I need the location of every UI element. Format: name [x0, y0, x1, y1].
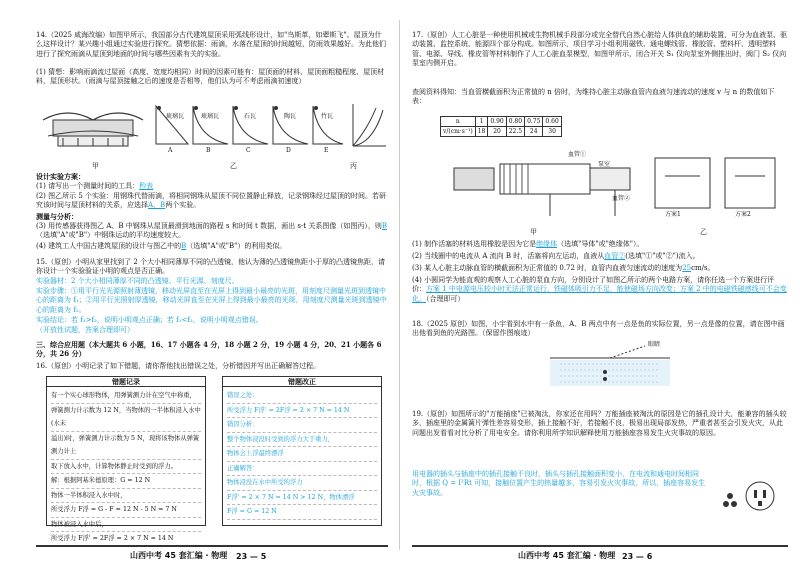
meas2: (4) 建筑工人中国古建筑屋顶的设计与图乙中的B（选填"A"或"B"）的利用类似。 — [36, 242, 287, 250]
footer-title-right: 山西中考 45 套汇编 · 物理 — [518, 551, 616, 560]
wrongList-line-1: 弹簧测力计示数为 12 N，当物体的一半体积浸入水中(水未 — [51, 404, 201, 432]
fixList-line-4: 物体会上浮最终漂浮 — [227, 447, 377, 462]
socket-svg — [718, 476, 778, 516]
tile-letter-d: D — [286, 147, 291, 154]
fixList-line-8: F浮 = G = 12 N — [227, 505, 377, 520]
meas1: (3) 用传感器获得图乙 A、B 中钢珠从屋顶最滑到地面的路程 s 和时间 t 数据，画出 s-t 关系图像（如图丙），则B（选填"A"或"B"）中钢珠运动的平均速度较大。 — [36, 222, 387, 240]
plan1: (1) 请写出一个测量时间的工具：秒表 — [36, 182, 154, 190]
q18-intro: 18.（2025 原创）如图，小宇看到水中有一条鱼，A、B 两点中有一点是鱼的实际位置，另一点是像的位置，请在图中画出他看到鱼的光路图。（保留作图痕迹） — [412, 320, 785, 338]
plan1-answer: 秒表 — [139, 182, 154, 190]
fix-lines — [223, 387, 381, 522]
wrong-record-header: 错题记录 — [47, 377, 205, 387]
fixList-line-5: 正确解答： — [227, 462, 377, 477]
fixList-line-0: 错误之处： — [227, 389, 377, 404]
wrongList-line-2: 溢出)时，弹簧测力计示数为 5 N，现将该物体从弹簧测力计上 — [51, 432, 201, 460]
footer-page-left: 23 — 5 — [236, 552, 267, 561]
tile-letter-e: E — [324, 147, 329, 154]
fix-box — [222, 376, 382, 526]
tile-letter-a: A — [168, 147, 173, 154]
q17-intro: 17.（原创）人工心脏是一种使用机械或生物机械手段部分或完全替代自然心脏给人体供血的辅助装置，可分为血液泵、驱动装置、监控系统、能源四个部分构成。如图所示，项目学习小组利用磁铁、通电螺线管、橡胶管、塑料杆、透明塑料管、电源、导线、橡皮管等材料制作了人工心脏血泵模型，如图甲所示，闭合开关 S₁ 仅向泵室外侧推出时，阀门 S₂ 仅向泵室内侧开启。 — [412, 31, 788, 68]
tile-label-3: 石瓦 — [244, 113, 257, 120]
ancient-building-figure — [43, 113, 143, 146]
q14-figure-svg — [38, 98, 388, 160]
meas1-answer: B — [381, 222, 387, 230]
q15-l2: 实验步骤：①用平行光光源照射薄透镜，移动光屏直至在光屏上得到最小最亮的光斑，用刻度尺测量光斑到透镜中心的距离为 f₁；②用平行光照射厚透镜，移动光屏直至在光屏上得到最小最亮的光斑，用刻度尺测量光斑到透镜中心的距离为 f₂。 — [36, 287, 387, 314]
q15-l3: 实验结论：若 f₁>f₂，说明小明观点正确；若 f₁<f₂，说明小明观点错误。 — [36, 316, 263, 324]
fixList-line-7: F浮' = 2 × 7 N = 14 N > 12 N，物体漂浮 — [227, 491, 377, 506]
label-pump-room: 泵室 — [598, 161, 611, 168]
q17-p4: (4) 小圆同学为能直观的观察人工心脏的泵血方向，分别设计了如图乙所示的两个电路方案，请你任选一个方案进行评价：方案 1 中电源电压较小时无法正常运行，铁磁体吸引力不足，能使磁场方向改变；方案 2 中的电磁铁磁感线可不会变化。（合理即可） — [412, 276, 787, 303]
q17-p1: (1) 制作活塞的材料选用橡胶是因为它是绝缘体（选填"导体"或"绝缘体"）。 — [412, 240, 644, 248]
q16-intro: 16.（原创）小明记录了如下错题，请你帮他找出错误之处，分析错因并写出正确解答过程。 — [36, 362, 321, 370]
label-vessel-2: 血管② — [612, 195, 631, 202]
wrong-record-lines — [47, 387, 205, 549]
wrongList-line-5: 物体一半体积浸入水中时， — [51, 489, 201, 504]
q15-intro: 15.（原创）小明从家里找到了 2 个大小相同薄厚不同的凸透镜，他认为薄的凸透镜焦距小于厚的凸透镜焦距，请你设计一个实验验证小明的观点是否正确。 — [36, 258, 386, 276]
q17-p2: (2) 当线圈中的电流从 A 流向 B 时，活塞将向左运动，血液从血管②(选填"①"或"②")流入。 — [412, 252, 700, 260]
tile-letter-b: B — [206, 147, 211, 154]
q15-l1: 实验器材：2 个大小相同薄厚不同的凸透镜、平行光源、刻度尺。 — [36, 277, 239, 285]
table-h-n: n — [441, 117, 476, 127]
wrongList-line-8: 所受浮力 F浮' = 2F浮 = 2 × 7 N = 14 N — [51, 532, 201, 547]
label-plan-1: 方案1 — [665, 211, 681, 218]
label-vessel-1: 血管① — [568, 151, 587, 158]
q14-figures — [38, 98, 388, 160]
meas2-answer: B — [181, 242, 187, 250]
tile-label-1: 琉璃瓦 — [166, 113, 185, 120]
q19-intro: 19.（原创）如图所示的"万能插座"已被淘汰，你家还在用吗？万能插座被淘汰的原因是它的插孔设计大，能兼容的插头较多，插座里的金属簧片弹性差容易变形，插上接触不好，若接触不良，极易出现局部发热，严重者甚至会引发火灾，从此问题出发看看对比分析了用电安全。请你利用所学知识解释使用万能插座容易发生火灾事故的原因。 — [412, 410, 787, 437]
plan2: (2) 图乙所示 5 个实验：用钢珠代替雨滴，将相同钢珠从屋顶不同位置静止释放，记录钢珠经过屋顶的时间。若研究该时间与屋顶材料的关系，应选择A、B两个实验。 — [36, 192, 387, 210]
section-3-title: 三、综合应用题（本大题共 6 小题，16、17 小题各 4 分，18 小题 2 分，19 小题 4 分，20、21 小题各 6 分，共 26 分） — [36, 340, 382, 359]
q14-p1: (1) 猜想：影响雨滴流过屋面（高度、宽度均相同）时间的因素可能有：屋顶面的材料、屋顶面粗糙程度、屋顶材料，屋顶形状。（雨滴与屋顶接触之后的速度是否相等，他们认为可不考虑雨滴初速度） — [36, 68, 385, 86]
q17-fig-jia: 甲 — [530, 228, 537, 236]
table-h-v: v/(cm·s⁻¹) — [441, 127, 476, 137]
fig-label-bing: 丙 — [350, 162, 357, 170]
fixList-line-2: 错因分析： — [227, 418, 377, 433]
fig-label-yi: 乙 — [230, 162, 237, 170]
socket-figure — [718, 476, 778, 516]
plan-title: 设计实验方案： — [36, 172, 85, 181]
footer-title-left: 山西中考 45 套汇编 · 物理 — [130, 551, 228, 560]
eye-label: 眼睛 — [648, 341, 661, 348]
wrongList-line-4: 解：根据阿基米德原理：G = 12 N — [51, 474, 201, 489]
tile-letter-c: C — [246, 147, 251, 154]
s-t-graph — [353, 104, 386, 146]
n-v-table: n 1 0.90 0.80 0.75 0.60 v/(cm·s⁻¹) 18 20 22.5 24 30 — [440, 116, 562, 137]
q14-intro: 14.（2025 咸海改编）如图甲所示，我国部分古代建筑屋顶采用弧线形设计，如"鸟斯革，如翚斯飞"。屋顶为什么这样设计？某兴趣小组通过实验进行探究。猜想依据：雨滴，水落在屋顶的时间越短，防雨效果越好。为此他们进行了探究雨滴从屋顶到地面的时间与哪些因素有关的实验。 — [36, 31, 386, 58]
q17-p3: (3) 某人心脏主动脉血管的横截面积为正常值的 0.72 时，血管内血液匀速流动的速度为25cm/s。 — [412, 264, 715, 272]
footer-bar-right — [412, 545, 788, 547]
tile-label-2: 琉璃瓦 — [201, 113, 220, 120]
wrongList-line-3: 取下放入水中，计算物体静止时受到的浮力。 — [51, 460, 201, 475]
q19-answer: 用电器的插头与插座中的插孔接触不良时，插头与插孔接触面积变小，在电流和通电时间相同时，根据 Q = I²Rt 可知，接触位置产生的热量越多，容易引发火灾事故，所以，插座容易发生火灾事故。 — [412, 470, 706, 497]
footer-page-right: 23 — 6 — [622, 552, 653, 561]
plan2-answer: A、B — [148, 201, 166, 210]
tile-label-5: 竹瓦 — [321, 113, 334, 120]
fixList-line-6: 物体浸没在水中所受的浮力 — [227, 476, 377, 491]
pump-svg — [440, 146, 780, 226]
label-plan-2: 方案2 — [735, 211, 751, 218]
fixList-line-1: 所受浮力 F浮' = 2F浮 = 2 × 7 N = 14 N — [227, 404, 377, 419]
tile-label-4: 陶瓦 — [284, 113, 297, 120]
wrongList-line-0: 有一个实心球形物体，用弹簧测力计在空气中称重， — [51, 389, 201, 404]
q17-fig-yi: 乙 — [700, 228, 707, 236]
q18-figure — [550, 342, 670, 386]
wrongList-line-7: 物体被浸入水中后， — [51, 518, 201, 533]
wrongList-line-6: 所受浮力 F浮 = G - F = 12 N - 5 N = 7 N — [51, 503, 201, 518]
meas-title: 测量与分析： — [36, 212, 78, 221]
wrong-record-box — [46, 376, 206, 543]
right-page — [400, 0, 800, 569]
q15-l4: （开放性试题，答案合理即可） — [36, 326, 134, 334]
fig-label-jia: 甲 — [92, 162, 99, 170]
fix-header: 错题改正 — [223, 377, 381, 387]
fixList-line-3: 整个物体浸没时受到的浮力大于重力， — [227, 433, 377, 448]
footer-bar-left — [36, 545, 388, 547]
q17-sub: 查阅资料得知：当血管横截面积为正常值的 n 倍时，为维持心脏主动脉血管内血液匀速流动的速度 v 与 n 的数值如下表： — [412, 88, 775, 106]
heart-pump-figure — [440, 146, 780, 226]
